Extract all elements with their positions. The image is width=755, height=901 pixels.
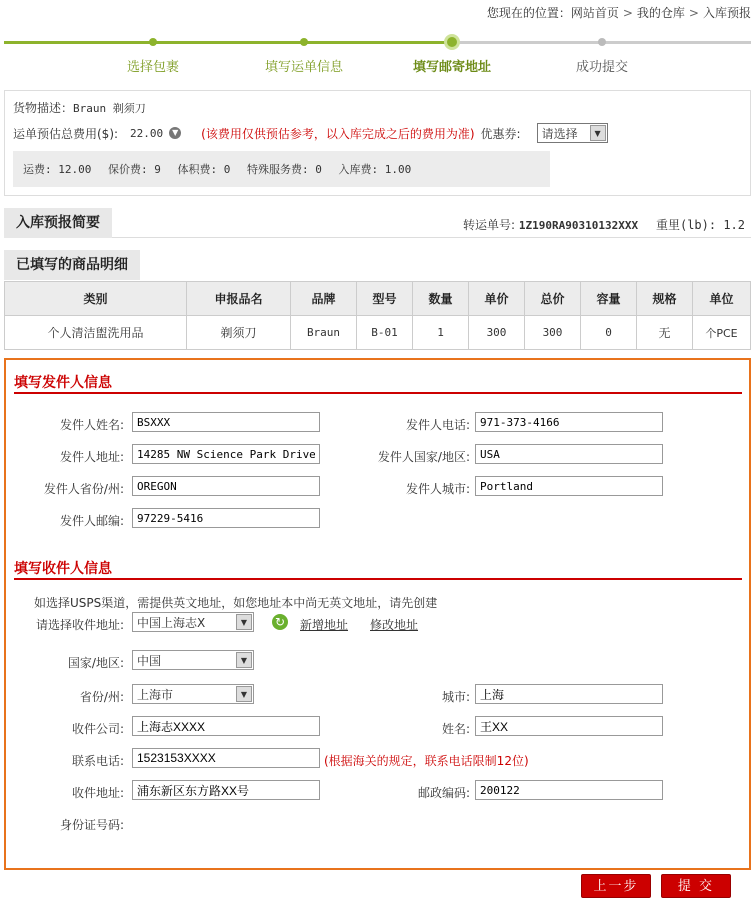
goods-desc-value: Braun 剃须刀 [73,102,146,115]
receiver-address-field[interactable] [132,780,320,800]
total-fee-row [13,123,608,143]
receiver-zip-field[interactable] [475,780,663,800]
chevron-right-icon: > [622,6,633,20]
refresh-icon[interactable]: ↻ [272,614,288,630]
summary-header [4,208,751,238]
sender-city-field[interactable] [475,476,663,496]
sender-section-title: 填写发件人信息 [14,372,742,394]
receiver-id-label: 身份证号码: [59,818,124,832]
table-cell: B-01 [357,316,413,350]
tracking-info [463,216,745,233]
step-label: 成功提交 [575,60,629,75]
table-header: 总价 [525,282,581,316]
step-dot [300,38,308,46]
fee-item: 入库费: 1.00 [338,163,412,176]
receiver-city-field[interactable] [475,684,663,704]
table-header: 类别 [5,282,187,316]
table-header: 规格 [637,282,693,316]
table-header: 单位 [693,282,751,316]
sender-city-label: 发件人城市: [405,482,470,496]
step-dot [149,38,157,46]
table-cell: Braun [291,316,357,350]
table-cell: 无 [637,316,693,350]
receiver-section-title: 填写收件人信息 [14,558,742,580]
sender-address-label: 发件人地址: [59,450,124,464]
breadcrumb-current: 入库预报 [702,6,751,20]
receiver-company-field[interactable] [132,716,320,736]
items-table [4,281,751,350]
receiver-phone-label: 联系电话: [71,754,124,768]
table-cell: 0 [581,316,637,350]
fee-item: 特殊服务费: 0 [246,163,322,176]
sender-name-field[interactable] [132,412,320,432]
weight-info: 重里(lb): 1.2 [655,218,745,232]
dropdown-arrow-icon: ▼ [236,686,252,702]
tracking-label: 转运单号: [463,218,516,232]
receiver-address-label: 收件地址: [71,786,124,800]
total-fee-label: 运单预估总费用($): [13,126,119,141]
coupon-select-value: 请选择 [541,126,578,141]
dropdown-arrow-icon: ▼ [590,125,606,141]
breadcrumb-location: 您现在的位置：网站首页 [486,6,619,20]
receiver-province-label: 省份/州: [79,690,124,704]
table-header: 数量 [413,282,469,316]
progress-steps [4,36,751,76]
total-fee-value: 22.00 [130,126,164,140]
table-header: 品牌 [291,282,357,316]
table-cell: 剃须刀 [187,316,291,350]
table-header-row [5,282,751,316]
table-header: 型号 [357,282,413,316]
sender-state-label: 发件人省份/州: [43,482,124,496]
step-label: 选择包裹 [126,60,180,75]
table-row [5,316,751,350]
dropdown-arrow-icon: ▼ [236,652,252,668]
step-label: 填写运单信息 [264,60,344,75]
receiver-city-label: 城市: [441,690,470,704]
step-dot-current [444,34,460,50]
coupon-select[interactable] [537,123,608,143]
sender-zip-label: 发件人邮编: [59,514,124,528]
breadcrumb [487,4,751,22]
receiver-select-label: 请选择收件地址: [35,618,124,632]
table-cell: 300 [469,316,525,350]
fee-note: (该费用仅供预估参考，以入库完成之后的费用为准) [201,126,475,141]
receiver-country-select[interactable] [132,650,254,670]
sender-name-label: 发件人姓名: [59,418,124,432]
progress-track-done [4,41,454,44]
phone-limit-note: (根据海关的规定，联系电话限制12位) [324,754,529,768]
fee-item: 保价费: 9 [107,163,161,176]
table-header: 容量 [581,282,637,316]
table-cell: 1 [413,316,469,350]
add-address-link[interactable]: 新增地址 [300,618,349,632]
step-dot [598,38,606,46]
usps-note: 如选择USPS渠道，需提供英文地址，如您地址本中尚无英文地址，请先创建 [34,596,438,610]
sender-country-field[interactable] [475,444,663,464]
receiver-name-label: 姓名: [441,722,470,736]
sender-state-field[interactable] [132,476,320,496]
receiver-country-label: 国家/地区: [67,656,124,670]
receiver-province-select[interactable] [132,684,254,704]
chevron-right-icon: > [688,6,699,20]
items-title: 已填写的商品明细 [4,250,140,280]
fee-item: 体积费: 0 [177,163,231,176]
dropdown-arrow-icon: ▼ [236,614,252,630]
prev-step-button[interactable]: 上一步 [581,874,651,898]
receiver-zip-label: 邮政编码: [417,786,470,800]
receiver-country-value: 中国 [137,653,162,668]
table-cell: 个PCE [693,316,751,350]
receiver-address-select[interactable] [132,612,254,632]
receiver-province-value: 上海市 [137,687,174,702]
edit-address-link[interactable]: 修改地址 [370,618,419,632]
sender-phone-label: 发件人电话: [405,418,470,432]
expand-fee-icon[interactable]: ▼ [169,127,181,139]
goods-description [13,99,146,116]
step-label-current: 填写邮寄地址 [412,60,492,75]
fee-breakdown [13,151,550,187]
sender-phone-field[interactable] [475,412,663,432]
sender-zip-field[interactable] [132,508,320,528]
tracking-number: 1Z190RA90310132XXX [518,219,639,232]
receiver-address-select-value: 中国上海志X [137,615,206,630]
sender-country-label: 发件人国家/地区: [377,450,470,464]
breadcrumb-warehouse[interactable]: 我的仓库 [636,6,685,20]
table-header: 申报品名 [187,282,291,316]
sender-address-field[interactable] [132,444,320,464]
table-cell: 个人清洁盥洗用品 [5,316,187,350]
address-form [4,358,751,870]
receiver-phone-field[interactable] [132,748,320,768]
coupon-label: 优惠券: [480,126,521,141]
fee-item: 运费: 12.00 [23,163,92,176]
summary-title: 入库预报简要 [4,208,112,238]
cost-box [4,90,751,196]
submit-button[interactable]: 提 交 [661,874,731,898]
table-header: 单价 [469,282,525,316]
goods-desc-label: 货物描述： [13,101,74,115]
table-cell: 300 [525,316,581,350]
receiver-name-field[interactable] [475,716,663,736]
receiver-company-label: 收件公司: [71,722,124,736]
